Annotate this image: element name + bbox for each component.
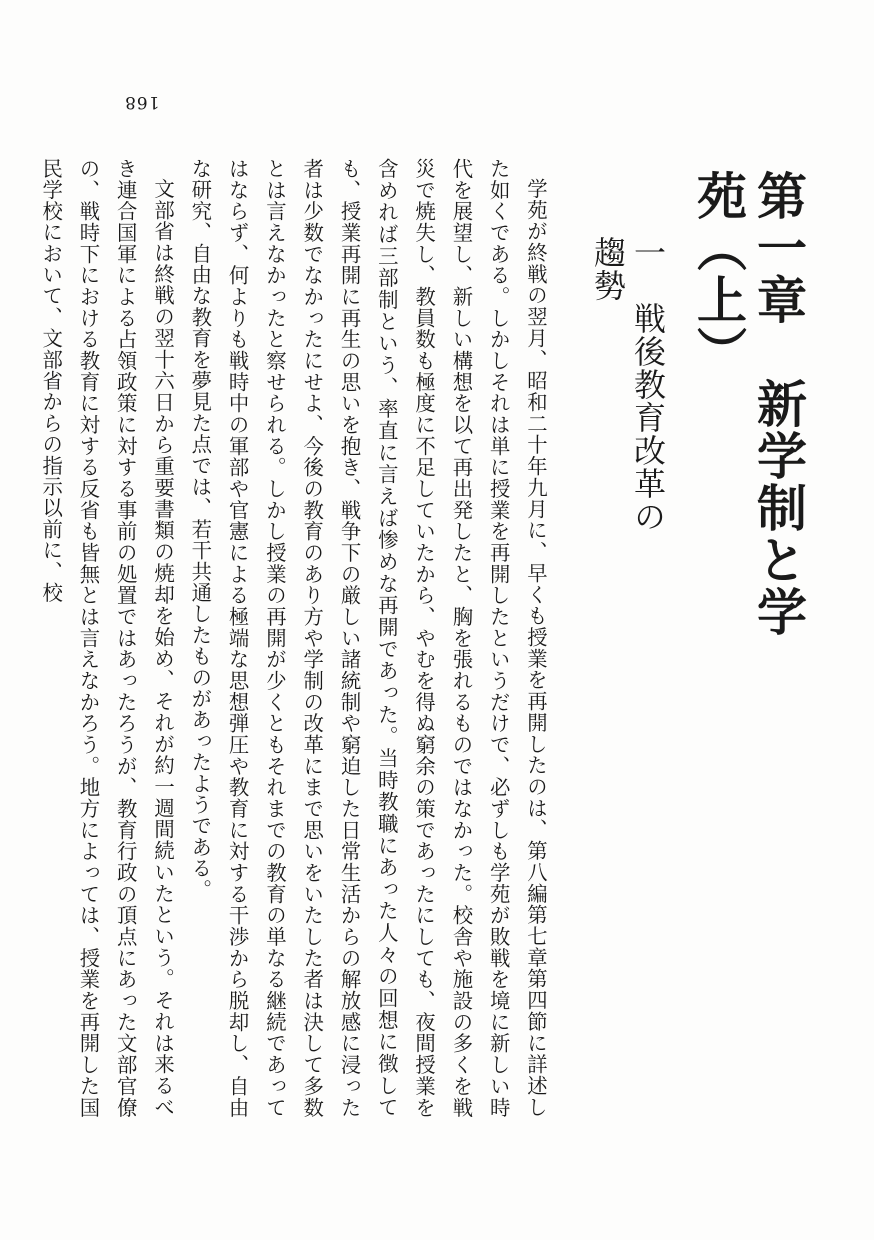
page-number: 168 [124, 92, 160, 112]
section-title: 一 戦後教育改革の趨勢 [589, 236, 667, 533]
paragraph-2: 文部省は終戦の翌十六日から重要書類の焼却を始め、それが約一週間続いたという。それは来るべき連合国軍による占領政策に対する事前の処置ではあったろうが、教育行政の頂点にあった文部官僚の、戦時下における教育に対する反省も皆無とは言えなかろう。地方によっては、授業を再開した国民学校において、文部省からの指示以前に、校 [39, 158, 176, 1118]
body-text [39, 158, 554, 1118]
paragraph-1: 学苑が終戦の翌月、昭和二十年九月に、早くも授業を再開したのは、第八編第七章第四節に詳述した如くである。しかしそれは単に授業を再開したというだけで、必ずしも学苑が敗戦を境に新しい時代を展望し、新しい構想を以て再出発したと、胸を張れるものではなかった。校舎や施設の多くを戦災で焼失し、教員数も極度に不足していたから、やむを得ぬ窮余の策であったにしても、夜間授業を含めれば三部制という、率直に言えば惨めな再開であった。当時教職にあった人々の回想に徴しても、授業再開に再生の思いを抱き、戦争下の厳しい諸統制や窮迫した日常生活からの解放感に浸った者は少数でなかったにせよ、今後の教育のあり方や学制の改革にまで思いをいたした者は決して多数とは言えなかったと察せられる。しかし授業の再開が少くともそれまでの教育の単なる継続であってはならず、何よりも戦時中の軍部や官憲による極端な思想弾圧や教育に対する干渉から脱却し、自由な研究、自由な教育を夢見た点では、若干共通したものがあったようである。 [188, 158, 548, 1118]
chapter-title: 第一章 新学制と学苑（上） [689, 170, 807, 638]
